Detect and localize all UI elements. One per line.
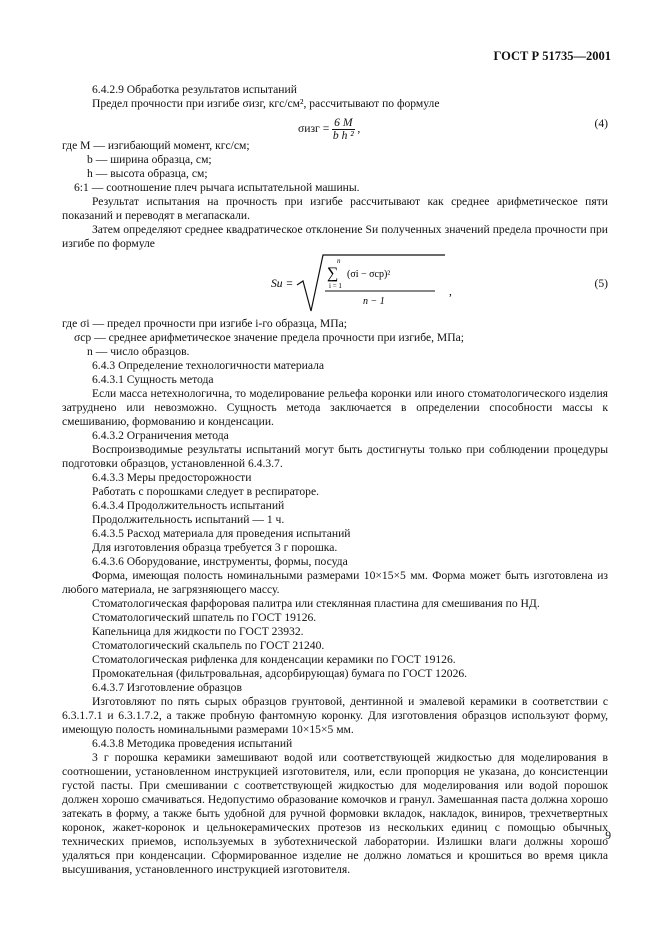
where-sigma-cp: σср — среднее арифметическое значение предела прочности при изгибе, МПа; — [74, 331, 464, 344]
equipment-scalpel: Стоматологический скальпель по ГОСТ 21240. — [92, 639, 325, 652]
equipment-palette: Стоматологическая фарфоровая палитра или стеклянная пластина для смешивания по НД. — [92, 597, 540, 610]
paragraph-6431: Если масса нетехнологична, то моделирование рельефа коронки или иного стоматологического изделия затруднено или невозможно. Сущность метода заключается в определении способности массы к смешиванию, формованию и конденсации. — [62, 387, 608, 428]
paragraph-6436-form: Форма, имеющая полость номинальными размерами 10×15×5 мм. Форма может быть изготовлена из любого материала, не загрязняющего массу. — [62, 569, 608, 596]
formula-4-number: (4) — [594, 117, 608, 130]
section-6431-title: 6.4.3.1 Сущность метода — [92, 373, 214, 386]
equipment-paper: Промокательная (фильтровальная, адсорбирующая) бумага по ГОСТ 12026. — [92, 667, 468, 680]
section-643-title: 6.4.3 Определение технологичности материала — [92, 359, 325, 372]
section-6429-intro: Предел прочности при изгибе σизг, кгс/см², рассчитывают по формуле — [92, 97, 440, 110]
where-ratio: 6:1 — соотношение плеч рычага испытательной машины. — [74, 181, 360, 194]
formula-5 — [62, 251, 608, 317]
paragraph-6433: Работать с порошками следует в респираторе. — [92, 485, 319, 498]
page-number: 9 — [605, 829, 611, 842]
section-6435-title: 6.4.3.5 Расход материала для проведения испытаний — [92, 527, 351, 540]
formula-4 — [62, 111, 608, 142]
section-6437-title: 6.4.3.7 Изготовление образцов — [92, 681, 242, 694]
page-body — [62, 83, 608, 877]
formula-5-number: (5) — [594, 277, 608, 290]
formula-5-expr: (σi − σср)² — [347, 269, 391, 280]
sigma-sign: ∑ — [327, 265, 339, 282]
equipment-spatula: Стоматологический шпатель по ГОСТ 19126. — [92, 611, 317, 624]
paragraph-6432: Воспроизводимые результаты испытаний могут быть достигнуты только при соблюдении процедуры подготовки образцов, установленной 6.4.3.7. — [62, 443, 608, 470]
equipment-dropper: Капельница для жидкости по ГОСТ 23932. — [92, 625, 304, 638]
formula-5-tail: , — [449, 285, 452, 298]
formula-4-lhs: σизг = — [298, 122, 330, 136]
formula-4-tail: , — [357, 122, 361, 136]
where-b: b — ширина образца, см; — [87, 153, 212, 166]
where-M: где M — изгибающий момент, кгс/см; — [62, 139, 250, 152]
where-n: n — число образцов. — [87, 345, 190, 358]
formula-5-sum-top: n — [337, 257, 341, 265]
section-6429-title: 6.4.2.9 Обработка результатов испытаний — [92, 83, 297, 96]
formula-5-graphic — [267, 251, 467, 317]
formula-5-lhs: Sи = — [271, 277, 294, 290]
paragraph-result: Результат испытания на прочность при изгибе рассчитывают как среднее арифметическое пяти показаний и переводят в мегапаскали. — [62, 195, 608, 222]
paragraph-6435: Для изготовления образца требуется 3 г порошка. — [92, 541, 338, 554]
formula-4-fraction — [332, 117, 354, 142]
section-6432-title: 6.4.3.2 Ограничения метода — [92, 429, 229, 442]
formula-4-denominator: b h ² — [332, 129, 354, 142]
where-sigma-i: где σi — предел прочности при изгибе i-го образца, МПа; — [62, 317, 347, 330]
equipment-condenser: Стоматологическая рифленка для конденсации керамики по ГОСТ 19126. — [92, 653, 456, 666]
paragraph-6434: Продолжительность испытаний — 1 ч. — [92, 513, 285, 526]
section-6433-title: 6.4.3.3 Меры предосторожности — [92, 471, 252, 484]
formula-4-numerator: 6 M — [334, 116, 353, 129]
paragraph-6438: 3 г порошка керамики замешивают водой или соответствующей жидкостью для моделирования в соотношении, установленном инструкцией изготовителя, или, если пропорция не указана, до консистенции густой пасты. При смешивании с соответствующей жидкостью для моделирования или водой порошок должен хорошо смачиваться. Недопустимо образование комочков и гранул. Замешанная паста должна хорошо затекать в форму, а также быть удобной для ручной формовки вкладок, накладок, виниров, трехчетвертных коронок, жакет-коронок и цельнокерамических протезов из нескольких единиц с помощью обычных технических приемов, используемых в зуботехнической лаборатории. Излишки влаги должны хорошо удаляться при конденсации. Сформированное изделие не должно ломаться и крошиться во время цикла высушивания, установленного инструкцией изготовителя. — [62, 751, 608, 876]
formula-5-denominator: n − 1 — [363, 296, 385, 307]
section-6434-title: 6.4.3.4 Продолжительность испытаний — [92, 499, 285, 512]
where-h: h — высота образца, см; — [87, 167, 208, 180]
section-6438-title: 6.4.3.8 Методика проведения испытаний — [92, 737, 293, 750]
formula-5-sum-bottom: i = 1 — [329, 282, 342, 290]
paragraph-then: Затем определяют среднее квадратическое отклонение Sи полученных значений предела прочности при изгибе по формуле — [62, 223, 608, 250]
paragraph-6437: Изготовляют по пять сырых образцов грунтовой, дентинной и эмалевой керамики в соответствии с 6.3.1.7.1 и 6.3.1.7.2, а также пробную фантомную коронку. Для изготовления образцов используют форму, имеющую полость номинальными размерами 10×15×5 мм. — [62, 695, 608, 736]
document-code: ГОСТ Р 51735—2001 — [493, 49, 611, 63]
section-6436-title: 6.4.3.6 Оборудование, инструменты, формы, посуда — [92, 555, 348, 568]
